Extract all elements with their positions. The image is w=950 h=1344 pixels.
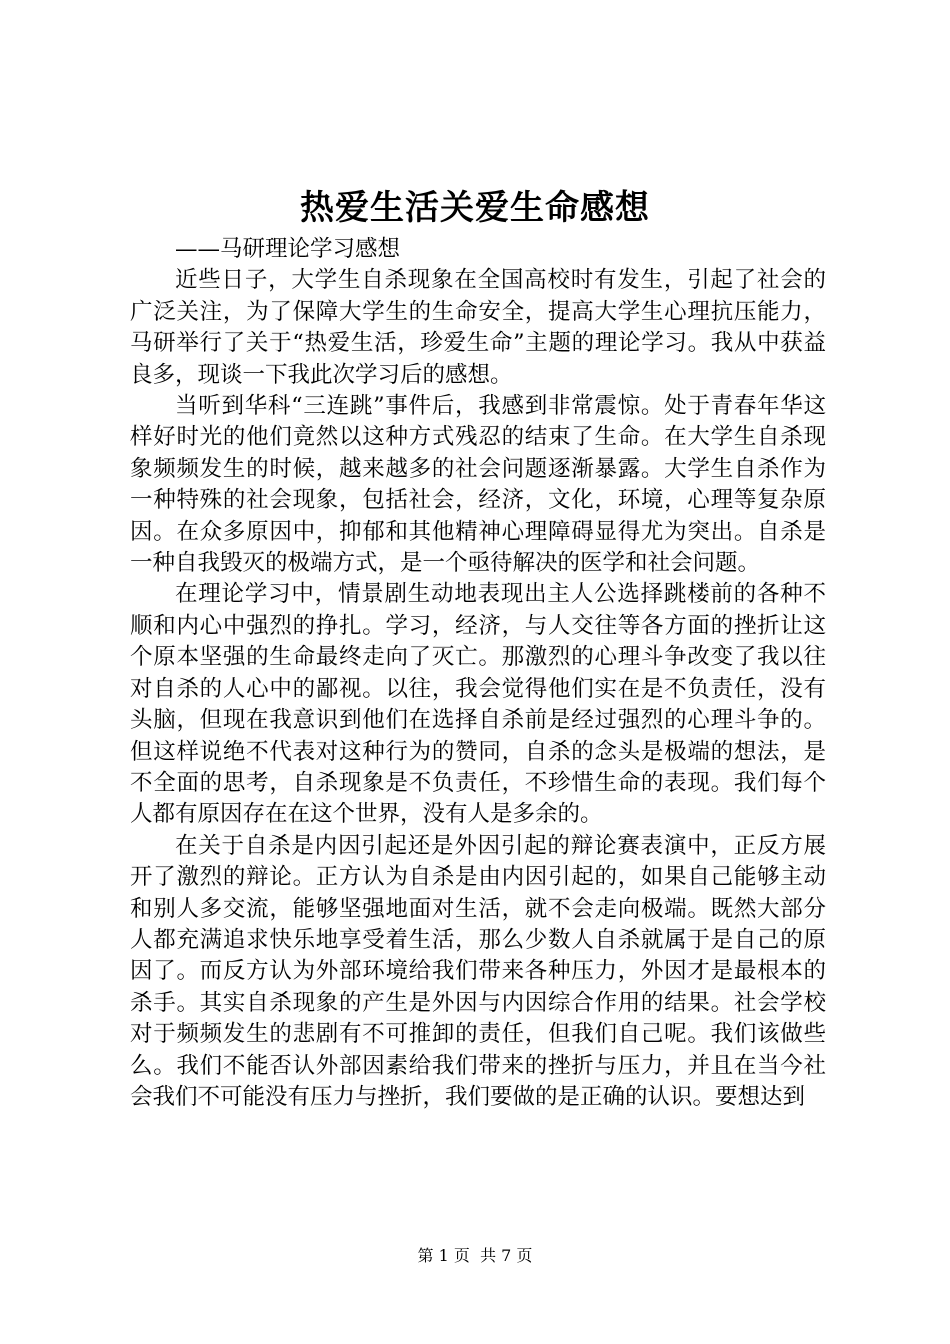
paragraph-1: 近些日子，大学生自杀现象在全国高校时有发生，引起了社会的广泛关注，为了保障大学生的生命安全，提高大学生心理抗压能力，马研举行了关于“热爱生活，珍爱生命”主题的理论学习。我从中获益良多，现谈一下我此次学习后的感想。 [130,267,826,388]
document-title: 热爱生活关爱生命感想 [300,188,650,228]
document-subtitle: ——马研理论学习感想 [175,236,401,262]
paragraph-4: 在关于自杀是内因引起还是外因引起的辩论赛表演中，正反方展开了激烈的辩论。正方认为自杀是由内因引起的，如果自己能够主动和别人多交流，能够坚强地面对生活，就不会走向极端。既然大部分人都充满追求快乐地享受着生活，那么少数人自杀就属于是自己的原因了。而反方认为外部环境给我们带来各种压力，外因才是最根本的杀手。其实自杀现象的产生是外因与内因综合作用的结果。社会学校对于频频发生的悲剧有不可推卸的责任，但我们自己呢。我们该做些么。我们不能否认外部因素给我们带来的挫折与压力，并且在当今社会我们不可能没有压力与挫折，我们要做的是正确的认识。要想达到 [130,832,826,1110]
page-footer: 第 1 页 共 7 页 [417,1246,533,1265]
document-body [130,234,826,1113]
paragraph-2: 当听到华科“三连跳”事件后，我感到非常震惊。处于青春年华这样好时光的他们竟然以这种方式残忍的结束了生命。在大学生自杀现象频频发生的时候，越来越多的社会问题逐渐暴露。大学生自杀作为一种特殊的社会现象，包括社会，经济，文化，环境，心理等复杂原因。在众多原因中，抑郁和其他精神心理障碍显得尤为突出。自杀是一种自我毁灭的极端方式，是一个亟待解决的医学和社会问题。 [130,393,826,577]
paragraph-3: 在理论学习中，情景剧生动地表现出主人公选择跳楼前的各种不顺和内心中强烈的挣扎。学习，经济，与人交往等各方面的挫折让这个原本坚强的生命最终走向了灭亡。那激烈的心理斗争改变了我以往对自杀的人心中的鄙视。以往，我会觉得他们实在是不负责任，没有头脑，但现在我意识到他们在选择自杀前是经过强烈的心理斗争的。但这样说绝不代表对这种行为的赞同，自杀的念头是极端的想法，是不全面的思考，自杀现象是不负责任，不珍惜生命的表现。我们每个人都有原因存在在这个世界，没有人是多余的。 [130,581,826,828]
